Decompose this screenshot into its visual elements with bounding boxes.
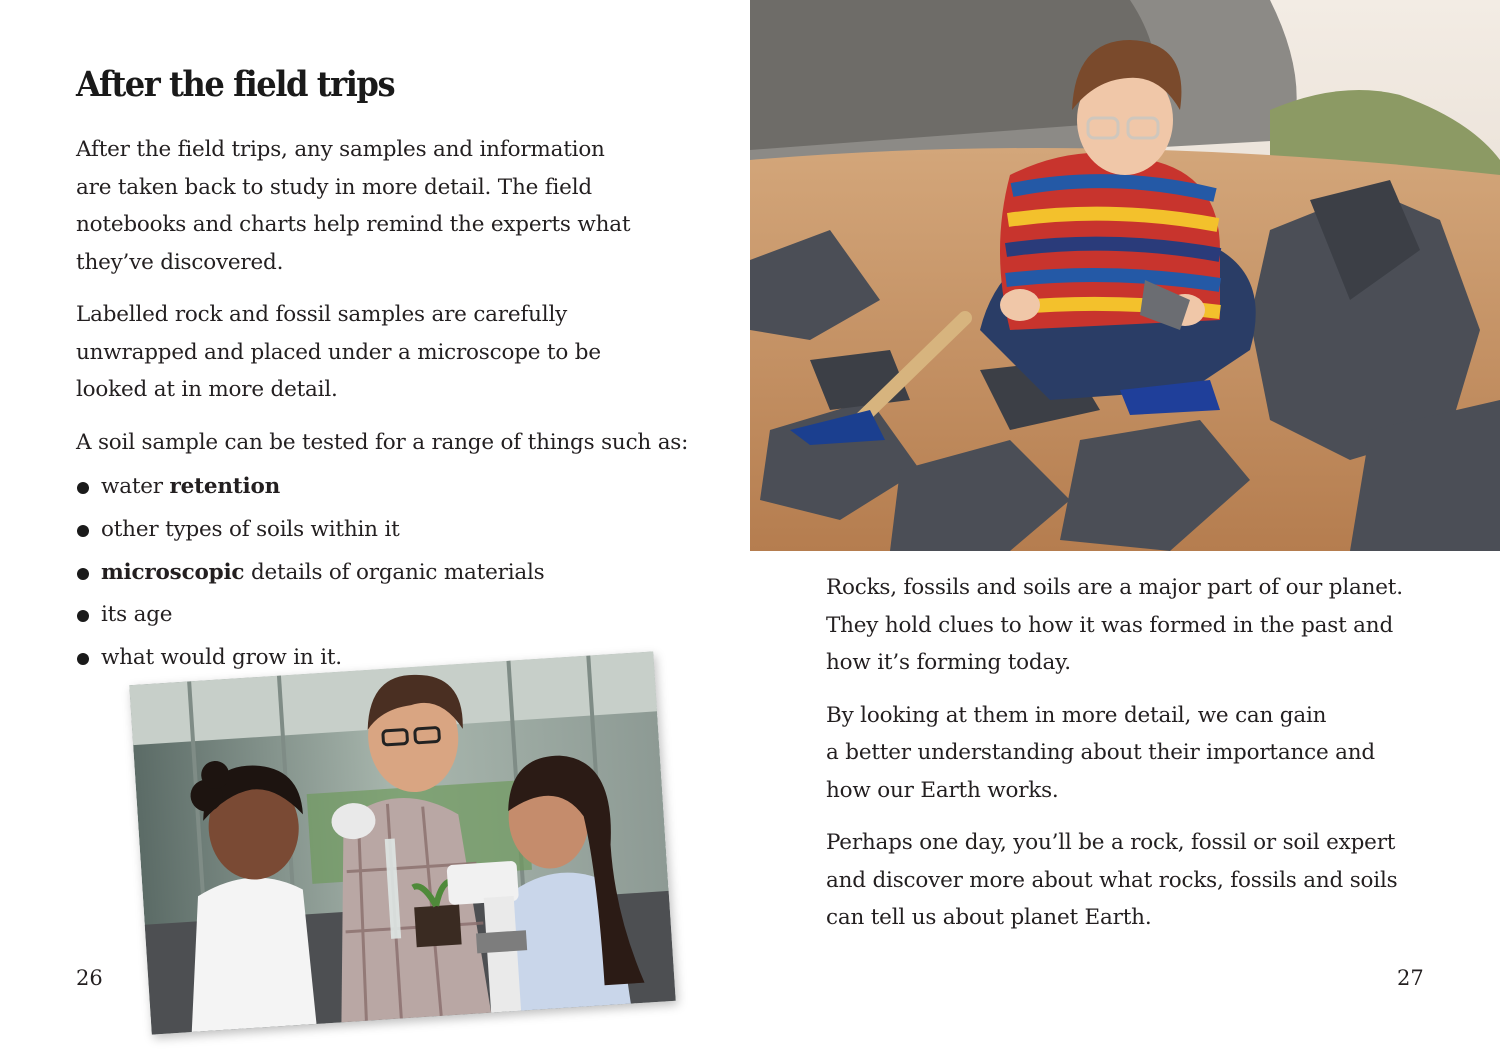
bullet-icon [77, 653, 89, 665]
paragraph-2: By looking at them in more detail, we can gain a better understanding about their importance and how our Earth works. [826, 702, 1375, 803]
paragraph-1: Rocks, fossils and soils are a major part of our planet. They hold clues to how it was formed in the past and how it’s forming today. [826, 575, 1403, 675]
list-item: its age [76, 594, 545, 637]
page-heading: After the field trips [76, 64, 395, 105]
page-number-left: 26 [76, 966, 103, 990]
paragraph-3: Perhaps one day, you’ll be a rock, fossil or soil expert and discover more about what rocks, fossils and soils can tell us about planet Earth. [826, 830, 1398, 930]
list-item: water retention [76, 466, 545, 509]
classroom-photo [129, 651, 675, 1034]
left-body [76, 131, 688, 476]
list-item: other types of soils within it [76, 509, 545, 552]
bullet-icon [77, 525, 89, 537]
list-item: microscopic details of organic materials [76, 552, 545, 595]
right-body [826, 569, 1403, 952]
bullet-icon [77, 568, 89, 580]
right-page [750, 0, 1500, 1064]
page-number-right: 27 [1397, 966, 1424, 990]
list-intro: A soil sample can be tested for a range of things such as: [76, 429, 689, 455]
bullet-icon [77, 610, 89, 622]
bullet-icon [77, 482, 89, 494]
test-list [76, 466, 545, 680]
paragraph-1: After the field trips, any samples and information are taken back to study in more detail. The field notebooks and charts help remind the experts what they’ve discovered. [76, 137, 631, 275]
list-item: what would grow in it. [76, 637, 545, 680]
paragraph-2: Labelled rock and fossil samples are carefully unwrapped and placed under a microscope to be looked at in more detail. [76, 302, 601, 402]
classroom-illustration [129, 651, 675, 1034]
